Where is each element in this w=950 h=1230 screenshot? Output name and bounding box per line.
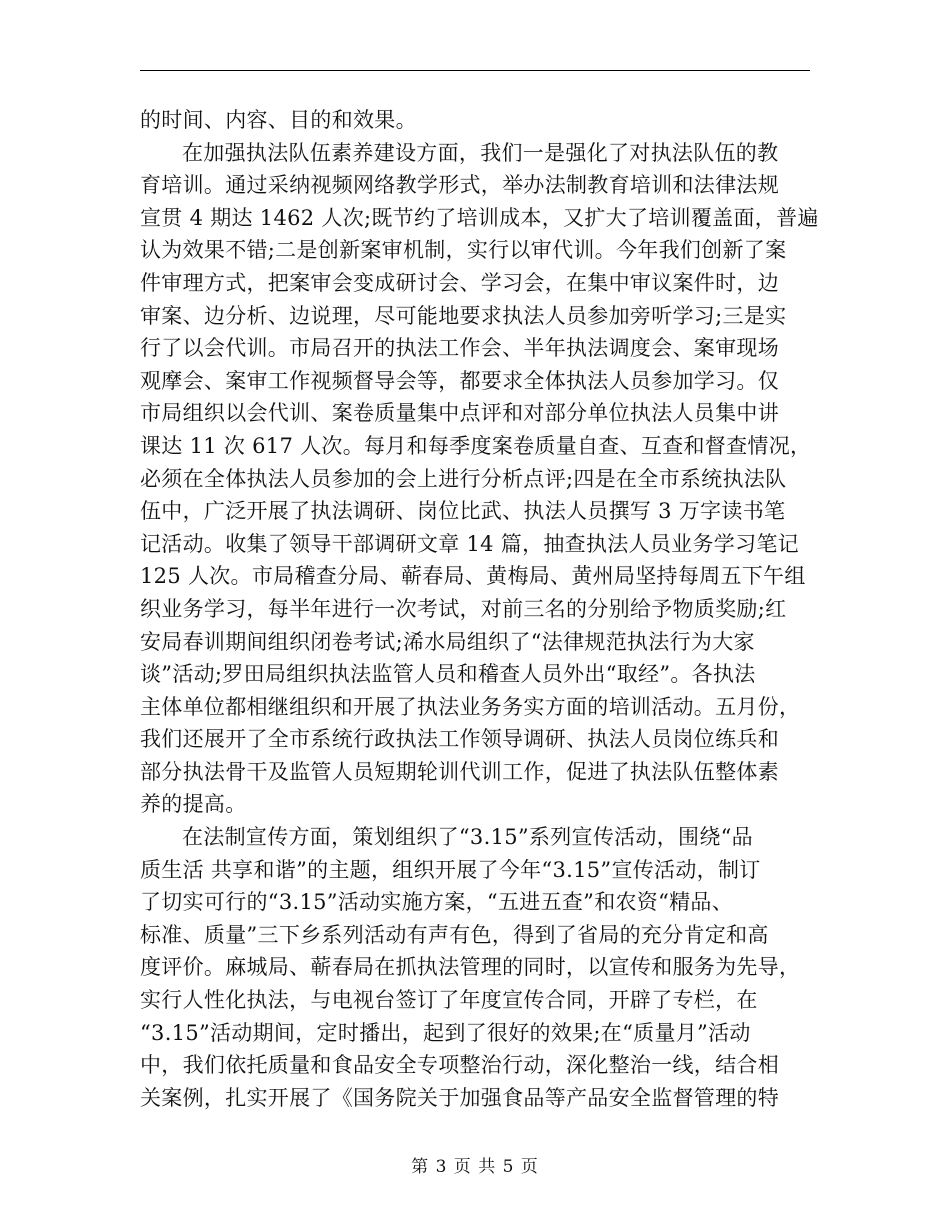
header-rule [140,70,810,71]
text-line: 部分执法骨干及监管人员短期轮训代训工作，促进了执法队伍整体素 [140,759,779,784]
text-line: 观摩会、案审工作视频督导会等，都要求全体执法人员参加学习。仅 [140,368,779,393]
text-line: 标准、质量”三下乡系列活动有声有色，得到了省局的充分肯定和高 [140,922,769,947]
text-line: 在加强执法队伍素养建设方面，我们一是强化了对执法队伍的教 [182,140,779,165]
text-line: 记活动。收集了领导干部调研文章 14 篇，抽查执法人员业务学习笔记 [140,531,799,556]
text-line: 审案、边分析、边说理，尽可能地要求执法人员参加旁听学习;三是实 [140,303,787,328]
text-line: 安局春训期间组织闭卷考试;浠水局组织了“法律规范执法行为大家 [140,629,755,654]
text-line: 的时间、内容、目的和效果。 [140,108,417,132]
text-line: 宣贯 4 期达 1462 人次;既节约了培训成本，又扩大了培训覆盖面，普遍 [140,205,819,230]
text-line: 育培训。通过采纳视频网络教学形式，举办法制教育培训和法律法规 [140,173,779,198]
text-line: 实行人性化执法，与电视台签订了年度宣传合同，开辟了专栏，在 [140,988,758,1013]
text-line: 件审理方式，把案审会变成研讨会、学习会，在集中审议案件时，边 [140,270,779,295]
text-line: 质生活 共享和谐”的主题，组织开展了今年“3.15”宣传活动，制订 [140,857,761,882]
text-line: 谈”活动;罗田局组织执法监管人员和稽查人员外出“取经”。各执法 [140,662,756,687]
text-line: 关案例，扎实开展了《国务院关于加强食品等产品安全监督管理的特 [140,1085,779,1110]
text-line: 课达 11 次 617 人次。每月和每季度案卷质量自查、互查和督查情况， [140,433,812,458]
text-line: 了切实可行的“3.15”活动实施方案，“五进五查”和农资“精品、 [140,890,734,915]
text-line: 主体单位都相继组织和开展了执法业务务实方面的培训活动。五月份， [140,694,801,719]
text-line: 养的提高。 [140,792,247,817]
text-line: 在法制宣传方面，策划组织了“3.15”系列宣传活动，围绕“品 [182,825,753,850]
text-line: 伍中，广泛开展了执法调研、岗位比武、执法人员撰写 3 万字读书笔 [140,499,786,524]
text-line: 我们还展开了全市系统行政执法工作领导调研、执法人员岗位练兵和 [140,727,779,752]
text-line: 市局组织以会代训、案卷质量集中点评和对部分单位执法人员集中讲 [140,401,779,426]
text-line: “3.15”活动期间，定时播出，起到了很好的效果;在“质量月”活动 [140,1020,751,1045]
text-line: 认为效果不错;二是创新案审机制，实行以审代训。今年我们创新了案 [140,238,787,263]
text-line: 必须在全体执法人员参加的会上进行分析点评;四是在全市系统执法队 [140,466,787,491]
document-body [140,104,819,1114]
text-line: 中，我们依托质量和食品安全专项整治行动，深化整治一线，结合相 [140,1053,779,1078]
text-line: 度评价。麻城局、蕲春局在抓执法管理的同时，以宣传和服务为先导， [140,955,801,980]
text-line: 125 人次。市局稽查分局、蕲春局、黄梅局、黄州局坚持每周五下午组 [140,564,806,589]
page-number-footer: 第 3 页 共 5 页 [411,1157,539,1177]
text-line: 行了以会代训。市局召开的执法工作会、半年执法调度会、案审现场 [140,336,779,361]
text-line: 织业务学习，每半年进行一次考试，对前三名的分别给予物质奖励;红 [140,596,787,621]
